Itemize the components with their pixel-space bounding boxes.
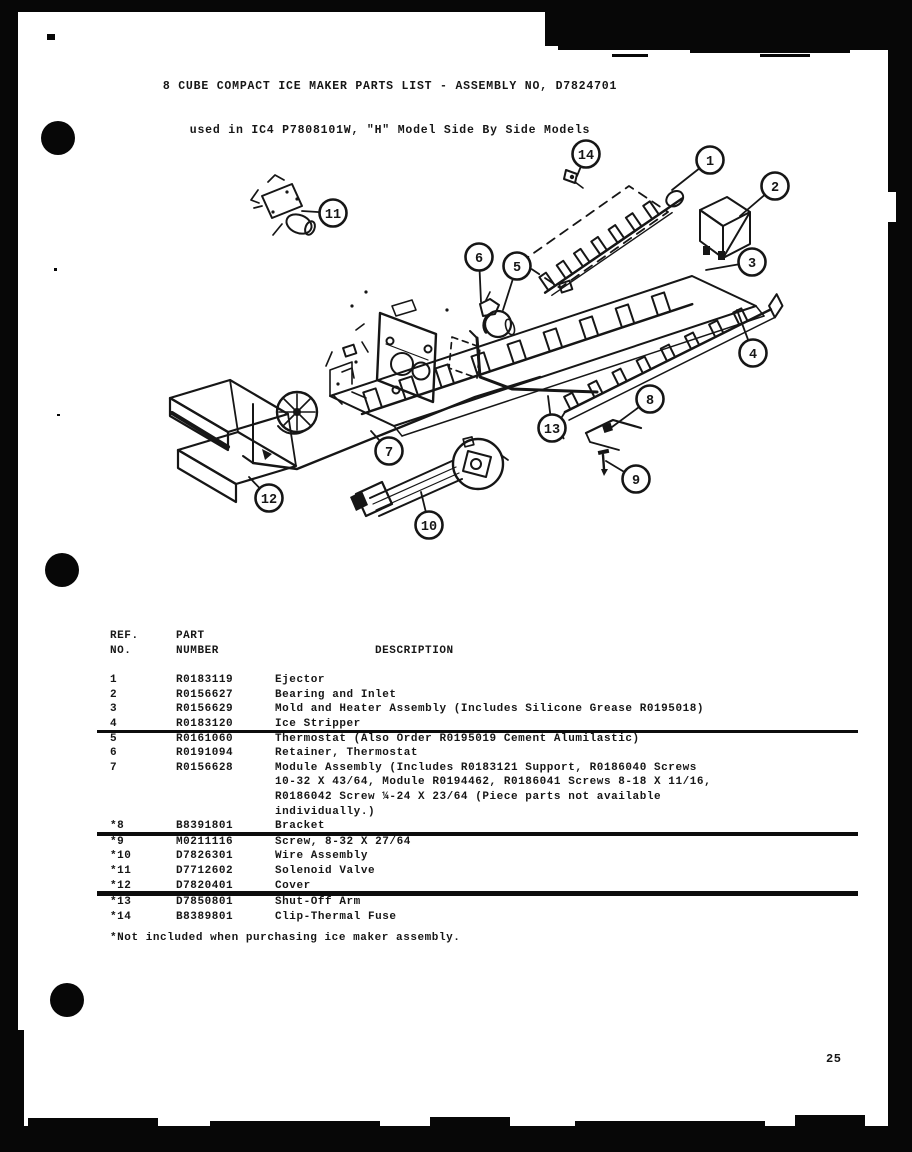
- ref-no-cell: *9: [110, 835, 125, 848]
- ref-no-cell: *10: [110, 850, 132, 863]
- hole-punch-mark: [45, 553, 79, 587]
- part-number-cell: R0156629: [176, 703, 234, 716]
- scan-artifact: [795, 1115, 865, 1127]
- description-line: Ice Stripper: [275, 717, 361, 730]
- header-part-line1: PART: [176, 630, 205, 642]
- callout-number: 14: [577, 148, 595, 164]
- part-number-cell: D7850801: [176, 896, 234, 909]
- callout-number: 7: [384, 445, 394, 461]
- table-row: [110, 702, 872, 717]
- hole-punch-mark: [50, 983, 84, 1017]
- callout-number: 9: [631, 473, 641, 489]
- part-number-cell: D7826301: [176, 850, 234, 863]
- wire-assembly-drawing: [350, 437, 508, 516]
- callout-1-ejector: [672, 147, 724, 191]
- description-cell: [275, 688, 872, 703]
- description-line: individually.): [275, 805, 376, 818]
- table-row: [110, 819, 872, 834]
- description-line: Mold and Heater Assembly (Includes Silicone Grease R0195018): [275, 703, 705, 716]
- callout-number: 10: [420, 519, 438, 535]
- description-cell: [275, 746, 872, 761]
- parts-table: [110, 629, 872, 924]
- description-cell: [275, 849, 872, 864]
- callout-14-clip-thermal-fuse: [573, 141, 600, 177]
- scan-artifact: [28, 1118, 158, 1127]
- description-cell: [275, 761, 872, 819]
- page-title-line1: 8 CUBE COMPACT ICE MAKER PARTS LIST - ASSEMBLY NO, D7824701: [162, 80, 618, 93]
- callout-number: 4: [748, 347, 758, 363]
- callout-7-module-assembly: [371, 431, 403, 465]
- callout-12-cover: [249, 477, 283, 512]
- callout-number: 5: [512, 260, 522, 276]
- table-row: [110, 673, 872, 688]
- table-row: [110, 746, 872, 761]
- table-row: [110, 761, 872, 819]
- description-line: Wire Assembly: [275, 850, 368, 863]
- part-number-cell: R0183119: [176, 674, 234, 687]
- ref-no-cell: *8: [110, 820, 125, 833]
- table-row: [110, 864, 872, 879]
- description-line: Clip-Thermal Fuse: [275, 910, 397, 923]
- part-number-cell: M0211116: [176, 835, 234, 848]
- bracket-drawing: [586, 420, 641, 450]
- table-row: [110, 879, 872, 894]
- parts-table-body: [110, 673, 872, 924]
- header-ref-line2: NO.: [110, 644, 132, 657]
- callout-number: 13: [543, 422, 561, 438]
- scan-artifact-white-notch: [876, 192, 896, 222]
- cover-drawing: [170, 380, 296, 502]
- callout-layer: [249, 141, 789, 539]
- ref-no-cell: 7: [110, 761, 118, 774]
- ref-no-cell: 6: [110, 747, 118, 760]
- ref-no-cell: 4: [110, 717, 118, 730]
- ref-no-cell: *13: [110, 896, 132, 909]
- table-row: [110, 910, 872, 925]
- scan-artifact: [210, 1121, 380, 1127]
- callout-6-retainer-thermostat: [466, 244, 493, 303]
- table-row: [110, 835, 872, 850]
- header-part-line2: NUMBER: [176, 644, 219, 657]
- part-number-cell: R0156628: [176, 761, 234, 774]
- part-number-cell: R0161060: [176, 732, 234, 745]
- description-cell: [275, 673, 872, 688]
- description-line: Ejector: [275, 674, 326, 687]
- callout-13-shut-off-arm: [539, 396, 566, 442]
- part-number-cell: R0183120: [176, 717, 234, 730]
- ref-no-cell: *11: [110, 864, 132, 877]
- description-cell: [275, 835, 872, 850]
- callout-number: 2: [770, 180, 780, 196]
- table-row: [110, 688, 872, 703]
- ref-no-cell: 3: [110, 703, 118, 716]
- description-line: Module Assembly (Includes R0183121 Support, R0186040 Screws: [275, 761, 697, 774]
- scan-artifact: [760, 54, 810, 57]
- scan-artifact-square-speck: [47, 34, 55, 40]
- table-row: [110, 717, 872, 732]
- exploded-parts-diagram: [140, 130, 820, 570]
- part-number-cell: D7712602: [176, 864, 234, 877]
- ref-no-cell: 1: [110, 674, 118, 687]
- callout-8-bracket: [612, 386, 664, 428]
- thermostat-retainer-drawing: [480, 292, 499, 316]
- ref-no-cell: *14: [110, 910, 132, 923]
- part-number-cell: B8391801: [176, 820, 234, 833]
- page-number: 25: [826, 1052, 842, 1066]
- scan-artifact-speck: [54, 268, 57, 271]
- description-line: R0186042 Screw ¼-24 X 23/64 (Piece parts not available: [275, 790, 662, 803]
- scan-artifact-right-band: [888, 0, 912, 1152]
- description-cell: [275, 879, 872, 894]
- part-number-cell: R0191094: [176, 747, 234, 760]
- ref-no-cell: 5: [110, 732, 118, 745]
- callout-2-bearing-and-inlet: [740, 173, 789, 217]
- description-line: Shut-Off Arm: [275, 896, 361, 909]
- callout-5-thermostat: [503, 253, 531, 311]
- ref-no-cell: *12: [110, 879, 132, 892]
- scan-artifact-speck: [57, 414, 60, 416]
- callout-number: 3: [747, 256, 757, 272]
- header-description: DESCRIPTION: [375, 644, 454, 657]
- description-line: Solenoid Valve: [275, 864, 376, 877]
- scan-artifact-bottom-band: [0, 1126, 912, 1152]
- description-cell: [275, 864, 872, 879]
- callout-number: 6: [474, 251, 484, 267]
- description-line: Retainer, Thermostat: [275, 747, 419, 760]
- table-row: [110, 849, 872, 864]
- description-line: Thermostat (Also Order R0195019 Cement Alumilastic): [275, 732, 640, 745]
- description-cell: [275, 702, 872, 717]
- description-cell: [275, 717, 872, 732]
- description-line: 10-32 X 43/64, Module R0194462, R0186041 Screws 8-18 X 11/16,: [275, 776, 712, 789]
- ejector-dashed-outline: [521, 186, 668, 288]
- ref-no-cell: 2: [110, 688, 118, 701]
- callout-9-screw: [606, 461, 650, 493]
- ejector-drawing: [536, 184, 688, 298]
- callout-number: 8: [645, 393, 655, 409]
- description-line: Bearing and Inlet: [275, 688, 397, 701]
- description-cell: [275, 895, 872, 910]
- part-number-cell: B8389801: [176, 910, 234, 923]
- page-title-line2: used in IC4 P7808101W, "H" Model Side By Side Models: [189, 123, 591, 137]
- scan-artifact: [430, 1117, 510, 1127]
- table-row: [110, 895, 872, 910]
- scan-artifact-left-band: [0, 0, 18, 1152]
- description-cell: [275, 732, 872, 747]
- scan-artifact: [854, 0, 912, 42]
- header-ref-line1: REF.: [110, 630, 139, 642]
- bearing-inlet-drawing: [700, 197, 750, 260]
- description-line: Cover: [275, 879, 311, 892]
- description-line: Screw, 8-32 X 27/64: [275, 835, 411, 848]
- parts-table-header: [110, 629, 872, 658]
- description-cell: [275, 819, 872, 834]
- part-number-cell: R0156627: [176, 688, 234, 701]
- callout-number: 11: [324, 207, 342, 223]
- description-line: Bracket: [275, 820, 326, 833]
- callout-number: 12: [260, 492, 278, 508]
- callout-number: 1: [705, 154, 715, 170]
- scan-artifact: [575, 1121, 765, 1127]
- shut-off-arm-drawing: [470, 331, 597, 392]
- description-cell: [275, 910, 872, 925]
- solenoid-valve-drawing: [251, 175, 317, 237]
- footnote: *Not included when purchasing ice maker assembly.: [110, 932, 461, 944]
- part-number-cell: D7820401: [176, 879, 234, 892]
- scan-artifact-bottom-left: [0, 1030, 24, 1152]
- clip-thermal-fuse-drawing: [564, 170, 583, 188]
- table-row: [110, 732, 872, 747]
